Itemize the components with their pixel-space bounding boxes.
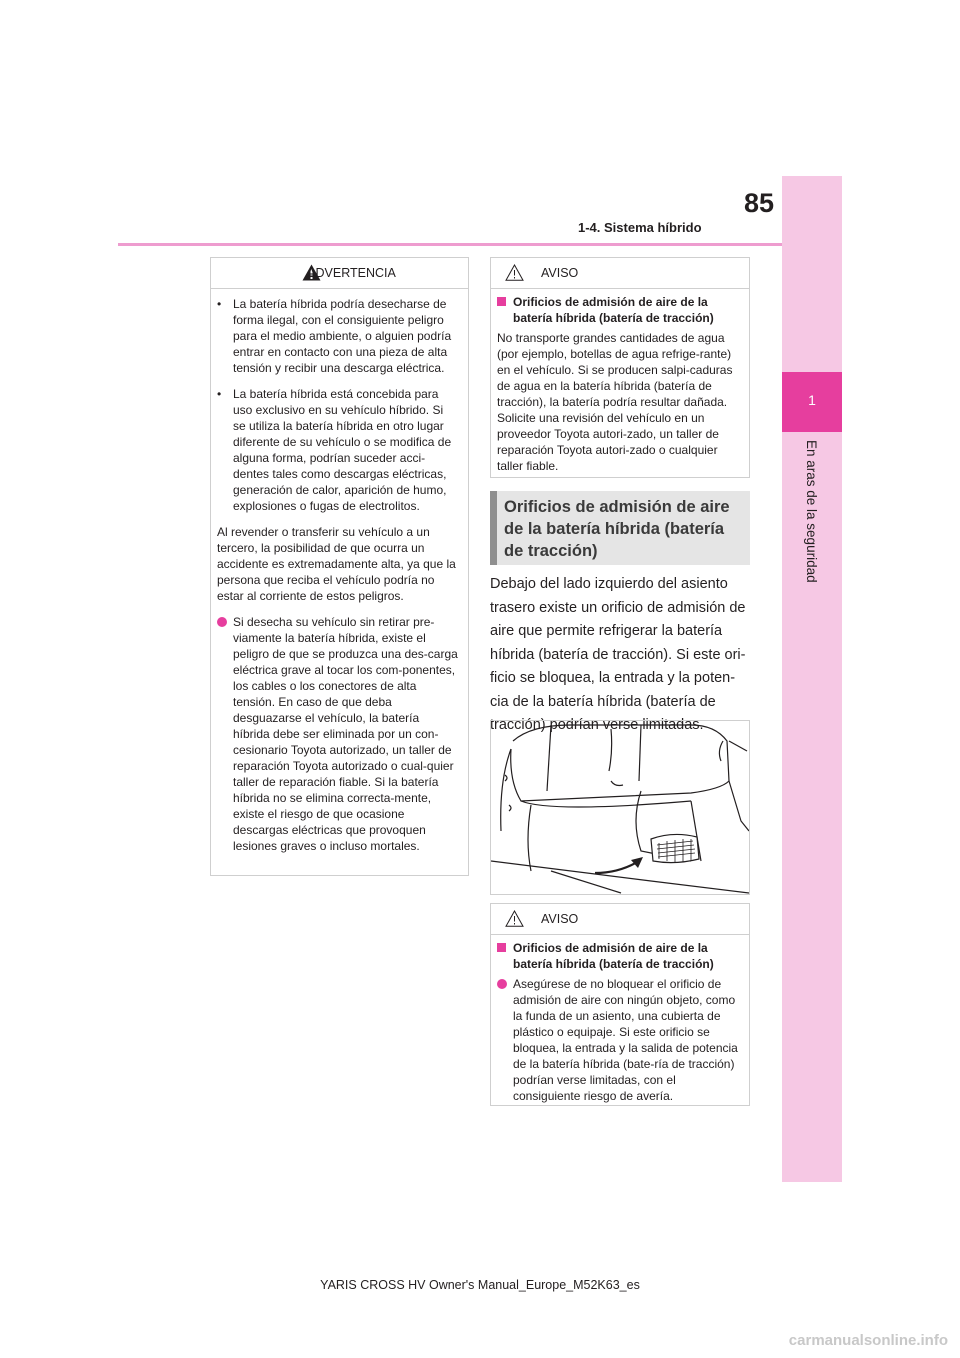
notice-title: AVISO [541, 912, 579, 926]
notice-text: No transporte grandes cantidades de agua (por ejemplo, botellas de agua refrige-rante) en el vehículo. Si se producen salpi-caduras de agua en la batería híbrida (batería de tracción), la batería podría resultar dañada. Solicite una revisión del vehículo en un proveedor Toyota autori-zado, un taller de reparación Toyota autori-zado o cualquier taller fiable. [497, 331, 733, 473]
section-title: 1-4. Sistema híbrido [578, 220, 702, 235]
watermark: carmanualsonline.info [788, 1332, 948, 1349]
warning-paragraph: Al revender o transferir su vehículo a un tercero, la posibilidad de que ocurra un accidente es extremadamente alta, ya que la persona que reciba el vehículo podría no estar al corriente de estos peligros. [217, 525, 456, 603]
notice-subheading [497, 940, 741, 972]
caution-triangle-icon [505, 910, 524, 927]
page-number: 85 [744, 188, 775, 218]
notice-subheading-text: Orificios de admisión de aire de la batería híbrida (batería de tracción) [513, 941, 714, 971]
footer: YARIS CROSS HV Owner's Manual_Europe_M52K63_es [320, 1278, 640, 1292]
body-text: Debajo del lado izquierdo del asiento trasero existe un orificio de admisión de aire que permite refrigerar la batería híbrida (batería de tracción). Si este ori-ficio se bloquea, la entrada y la poten-cia de la batería híbrida (batería de tracción) podrían verse limitadas. [490, 576, 746, 733]
rear-seat-illustration [490, 720, 750, 895]
notice-subheading-text: Orificios de admisión de aire de la batería híbrida (batería de tracción) [513, 295, 714, 325]
notice-dot-text: Asegúrese de no bloquear el orificio de admisión de aire con ningún objeto, como la funda de un asiento, una cubierta de plástico o equipaje. Si este orificio se bloquea, la entrada y la salida de potencia de la batería híbrida (bate-ría de tracción) podrían verse limitadas, con el consiguiente riesgo de avería. [513, 977, 738, 1103]
bullet-mark: • [217, 387, 222, 401]
square-bullet-icon [497, 943, 506, 952]
notice-box-header [491, 904, 749, 935]
square-bullet-icon [497, 297, 506, 306]
side-chapter-tab [782, 176, 842, 1182]
chapter-number: 1 [808, 392, 816, 408]
rear-seat-air-intake-illustration [491, 721, 749, 894]
notice-box-2 [490, 903, 750, 1106]
caution-triangle-icon [505, 264, 524, 281]
header-rule [118, 243, 782, 246]
warning-dot-item [217, 614, 458, 854]
warning-title: ADVERTENCIA [307, 266, 396, 280]
warning-item-text: La batería híbrida está concebida para uso exclusivo en su vehículo híbrido. Si se utiliza la batería híbrida en otro lugar diferente de su vehículo o se modifica de alguna forma, podrían suceder acci-dentes tales como descargas eléctricas, generación de calor, aparición de humo, explosiones o fugas de electrolitos. [233, 387, 452, 513]
notice-dot-item [497, 976, 741, 1104]
notice-box-1 [490, 257, 750, 478]
warning-item-text: La batería híbrida podría desecharse de forma ilegal, con el consiguiente peligro para el medio ambiente, o alguien podría entrar en contacto con una pieza de alta tensión y recibir una descarga eléctrica. [233, 297, 452, 375]
bullet-dot-icon [497, 979, 507, 989]
notice-title: AVISO [541, 266, 579, 280]
chapter-title [803, 440, 821, 600]
section-heading-box [490, 491, 750, 565]
warning-dot-text: Si desecha su vehículo sin retirar pre-viamente la batería híbrida, existe el peligro de que se produzca una des-carga eléctrica grave al tocar los com-ponentes, los cables o los conectores de alta tensión. En caso de que deba desguazarse el vehículo, la batería híbrida debe ser eliminada por un con-cesionario Toyota autorizado, un taller de reparación Toyota autorizado o cual-quier taller de reparación fiable. Si la batería híbrida no se elimina correcta-mente, existe el riesgo de que ocasione descargas eléctricas que provoquen lesiones graves o incluso mortales. [233, 615, 458, 853]
section-heading: Orificios de admisión de aire de la batería híbrida (batería de tracción) [504, 498, 730, 560]
bullet-mark: • [217, 297, 222, 311]
notice-box-header [491, 258, 749, 289]
chapter-title-text: En aras de la seguridad [804, 440, 819, 583]
notice-subheading [497, 294, 741, 326]
warning-box [210, 257, 469, 876]
warning-box-header [211, 258, 468, 289]
heading-accent-bar [490, 491, 497, 565]
warning-item [217, 386, 458, 514]
bullet-dot-icon [217, 617, 227, 627]
warning-item [217, 296, 458, 376]
air-intake-grille [651, 834, 699, 862]
